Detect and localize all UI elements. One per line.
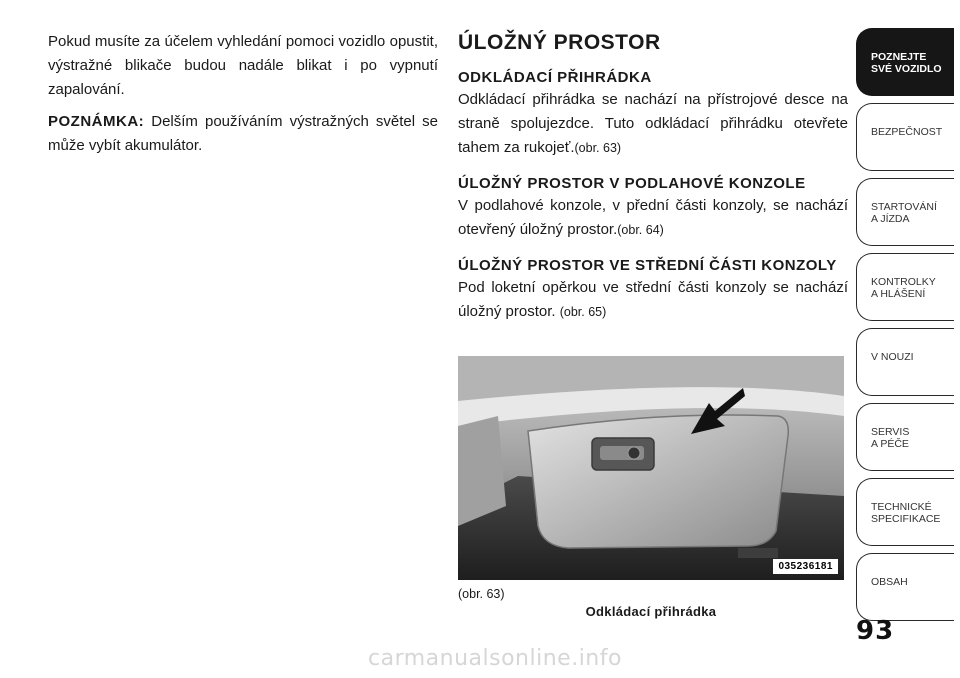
section-text-center-console: Pod loketní opěrkou ve střední části konzoly se nachází úložný prostor. (obr. 65) xyxy=(458,279,848,320)
note-paragraph xyxy=(48,110,438,158)
section-text-glovebox: Odkládací přihrádka se nachází na přístrojové desce na straně spolujezdce. Tuto odkládací přihrádku otevřete tahem za rukojeť.(obr. 63) xyxy=(458,91,848,156)
section-heading-floor-console: ÚLOŽNÝ PROSTOR V PODLAHOVÉ KONZOLE xyxy=(458,175,806,192)
figure-reference[interactable]: (obr. 64) xyxy=(617,223,664,237)
left-column xyxy=(48,30,438,166)
note-text: Delším používáním výstražných světel se může vybít akumulátor. xyxy=(48,113,438,154)
figure-reference[interactable]: (obr. 63) xyxy=(574,141,622,155)
page-number: 93 xyxy=(856,616,895,646)
figure-reference[interactable]: (obr. 65) xyxy=(559,305,607,319)
note-label: POZNÁMKA: xyxy=(48,113,145,130)
glovebox-photo xyxy=(458,356,844,580)
tab-technicke-specifikace[interactable]: TECHNICKÉ SPECIFIKACE xyxy=(856,478,954,546)
glovebox-illustration xyxy=(458,356,844,580)
tab-v-nouzi[interactable]: V NOUZI xyxy=(856,328,954,396)
section-text-floor-console: V podlahové konzole, v přední části konzoly, se nachází otevřený úložný prostor.(obr. 64) xyxy=(458,197,848,238)
section-heading-center-console: ÚLOŽNÝ PROSTOR VE STŘEDNÍ ČÁSTI KONZOLY xyxy=(458,257,837,274)
tab-startovani-a-jizda[interactable]: STARTOVÁNÍ A JÍZDA xyxy=(856,178,954,246)
tab-bezpecnost[interactable]: BEZPEČNOST xyxy=(856,103,954,171)
section-heading-glovebox: ODKLÁDACÍ PŘIHRÁDKA xyxy=(458,69,652,86)
page-title: ÚLOŽNÝ PROSTOR xyxy=(458,31,661,54)
right-column xyxy=(458,30,848,324)
tab-poznejte-sve-vozidlo[interactable]: POZNEJTE SVÉ VOZIDLO xyxy=(856,28,954,96)
figure-ref-label: (obr. 63) xyxy=(458,587,505,601)
tab-servis-a-pece[interactable]: SERVIS A PÉČE xyxy=(856,403,954,471)
tab-kontrolky-a-hlaseni[interactable]: KONTROLKY A HLÁŠENÍ xyxy=(856,253,954,321)
tab-obsah[interactable]: OBSAH xyxy=(856,553,954,621)
chapter-tabs xyxy=(856,28,954,628)
figure-code: 035236181 xyxy=(773,559,838,574)
watermark: carmanualsonline.info xyxy=(368,646,622,671)
hazard-paragraph: Pokud musíte za účelem vyhledání pomoci vozidlo opustit, výstražné blikače budou nadále blikat i po vypnutí zapalování. xyxy=(48,33,438,98)
figure-caption: Odkládací přihrádka xyxy=(585,604,717,619)
